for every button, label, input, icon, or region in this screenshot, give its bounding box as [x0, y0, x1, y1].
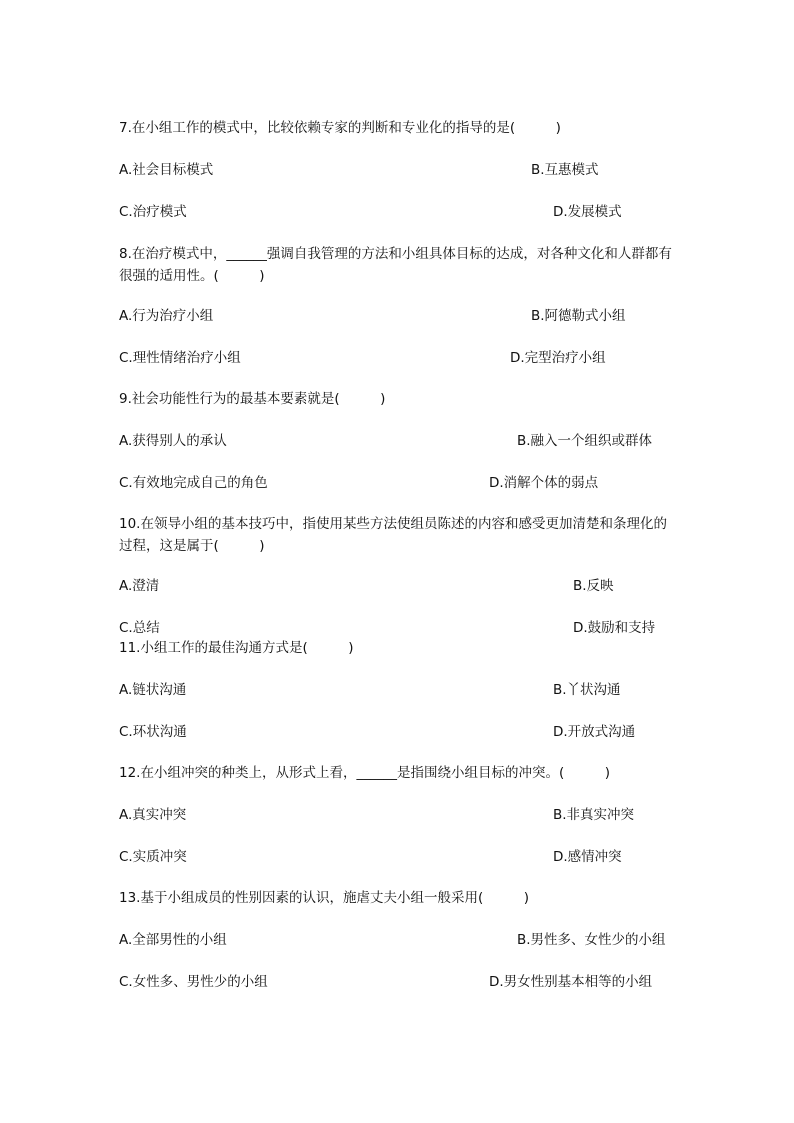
question-9-stem: 9.社会功能性行为的最基本要素就是( )	[119, 391, 386, 407]
q7-option-b: B.互惠模式	[531, 162, 599, 178]
q10-option-d: D.鼓励和支持	[573, 620, 656, 636]
q8-option-b: B.阿德勒式小组	[531, 308, 626, 324]
q8-option-d: D.完型治疗小组	[510, 350, 606, 366]
q7-option-a: A.社会目标模式	[119, 162, 214, 178]
q10-option-a: A.澄清	[119, 578, 160, 594]
question-13-stem: 13.基于小组成员的性别因素的认识，施虐丈夫小组一般采用( )	[119, 890, 530, 906]
question-7-stem: 7.在小组工作的模式中，比较依赖专家的判断和专业化的指导的是( )	[119, 120, 561, 136]
q13-option-b: B.男性多、女性少的小组	[517, 932, 666, 948]
q9-option-b: B.融入一个组织或群体	[517, 433, 653, 449]
q7-option-c: C.治疗模式	[119, 204, 187, 220]
q12-option-c: C.实质冲突	[119, 849, 187, 865]
q10-option-c: C.总结	[119, 620, 160, 636]
q9-option-d: D.消解个体的弱点	[489, 475, 599, 491]
question-8-stem: 8.在治疗模式中，______强调自我管理的方法和小组具体目标的达成，对各种文化和人群都有很强的适用性。( )	[119, 246, 672, 284]
question-11-stem: 11.小组工作的最佳沟通方式是( )	[119, 640, 354, 656]
q8-option-c: C.理性情绪治疗小组	[119, 350, 241, 366]
q12-option-d: D.感情冲突	[553, 849, 622, 865]
q9-option-a: A.获得别人的承认	[119, 433, 227, 449]
q11-option-b: B.丫状沟通	[553, 682, 621, 698]
q7-option-d: D.发展模式	[553, 204, 622, 220]
q13-option-d: D.男女性别基本相等的小组	[489, 974, 653, 990]
q13-option-a: A.全部男性的小组	[119, 932, 227, 948]
q11-option-a: A.链状沟通	[119, 682, 187, 698]
question-12-stem: 12.在小组冲突的种类上，从形式上看，______是指围绕小组目标的冲突。( )	[119, 765, 611, 781]
q10-option-b: B.反映	[573, 578, 614, 594]
q9-option-c: C.有效地完成自己的角色	[119, 475, 268, 491]
question-10-stem: 10.在领导小组的基本技巧中，指使用某些方法使组员陈述的内容和感受更加清楚和条理化的过程，这是属于( )	[119, 516, 667, 554]
q11-option-d: D.开放式沟通	[553, 724, 636, 740]
q8-option-a: A.行为治疗小组	[119, 308, 214, 324]
q12-option-b: B.非真实冲突	[553, 807, 635, 823]
q11-option-c: C.环状沟通	[119, 724, 187, 740]
q12-option-a: A.真实冲突	[119, 807, 187, 823]
q13-option-c: C.女性多、男性少的小组	[119, 974, 268, 990]
